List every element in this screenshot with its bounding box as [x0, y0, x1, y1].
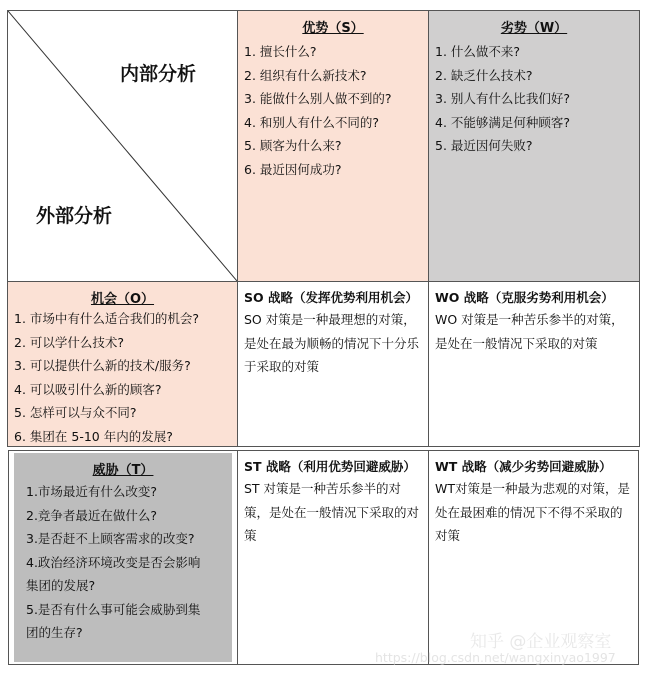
list-item: 1. 擅长什么?: [244, 44, 317, 59]
corner-cell: [7, 10, 238, 282]
diagonal-divider: [8, 11, 237, 281]
list-item: 3. 可以提供什么新的技术/服务?: [14, 358, 191, 373]
weaknesses-title: 劣势（W）: [500, 21, 568, 36]
strengths-cell: [237, 10, 429, 282]
list-item: 2.竞争者最近在做什么?: [26, 507, 158, 523]
list-item: 5. 怎样可以与众不同?: [14, 405, 137, 420]
list-item: 4. 可以吸引什么新的顾客?: [14, 381, 162, 397]
wo-strategy-cell: [428, 281, 640, 447]
threats-list: [14, 480, 232, 645]
list-item: 6. 集团在 5-10 年内的发展?: [14, 428, 173, 444]
threats-title: 威胁（T）: [92, 463, 154, 478]
wo-strategy-text: WO 对策是一种苦乐参半的对策，是处在一般情况下采取的对策: [435, 312, 624, 351]
so-strategy-cell: [237, 281, 429, 447]
watermark-brand: 知乎 @企业观察室: [470, 632, 612, 652]
list-item: 3. 能做什么别人做不到的?: [244, 91, 392, 106]
opportunities-list: [8, 307, 237, 448]
opportunities-cell: [7, 281, 238, 447]
list-item: 6. 最近因何成功?: [244, 161, 342, 177]
list-item: 1.市场最近有什么改变?: [26, 484, 158, 499]
st-strategy-title: ST 战略（利用优势回避威胁）: [244, 459, 416, 474]
list-item: 集团的发展?: [26, 578, 96, 593]
list-item: 3. 别人有什么比我们好?: [435, 91, 571, 106]
wt-strategy-text: WT对策是一种最为悲观的对策，是处在最困难的情况下不得不采取的对策: [435, 481, 630, 543]
watermark-url: https://blog.csdn.net/wangxinyao1997: [375, 650, 616, 665]
so-strategy-title: SO 战略（发挥优势利用机会）: [244, 290, 418, 305]
opportunities-title: 机会（O）: [90, 292, 155, 307]
list-item: 4.政治经济环境改变是否会影响: [26, 554, 201, 570]
strengths-list: [238, 40, 428, 181]
st-strategy-cell: [237, 450, 429, 665]
weaknesses-list: [429, 40, 639, 158]
list-item: 4. 不能够满足何种顾客?: [435, 114, 571, 130]
threats-shade: [14, 453, 232, 662]
list-item: 1. 市场中有什么适合我们的机会?: [14, 311, 200, 326]
list-item: 1. 什么做不来?: [435, 44, 521, 59]
strengths-title: 优势（S）: [302, 21, 364, 36]
wo-strategy-title: WO 战略（克服劣势利用机会）: [435, 290, 614, 305]
list-item: 2. 组织有什么新技术?: [244, 67, 367, 83]
weaknesses-cell: [428, 10, 640, 282]
threats-cell: [8, 450, 238, 665]
external-analysis-label: 外部分析: [36, 205, 113, 227]
so-strategy-text: SO 对策是一种最理想的对策，是处在最为顺畅的情况下十分乐于采取的对策: [244, 312, 420, 374]
st-strategy-text: ST 对策是一种苦乐参半的对策，是处在一般情况下采取的对策: [244, 481, 420, 543]
list-item: 5.是否有什么事可能会威胁到集: [26, 601, 201, 617]
wt-strategy-title: WT 战略（减少劣势回避威胁）: [435, 459, 612, 474]
list-item: 4. 和别人有什么不同的?: [244, 114, 380, 130]
list-item: 2. 可以学什么技术?: [14, 334, 125, 350]
internal-analysis-label: 内部分析: [120, 63, 197, 85]
list-item: 3.是否赶不上顾客需求的改变?: [26, 531, 195, 546]
list-item: 团的生存?: [26, 625, 83, 640]
list-item: 2. 缺乏什么技术?: [435, 67, 533, 83]
list-item: 5. 顾客为什么来?: [244, 138, 342, 153]
list-item: 5. 最近因何失败?: [435, 138, 533, 153]
